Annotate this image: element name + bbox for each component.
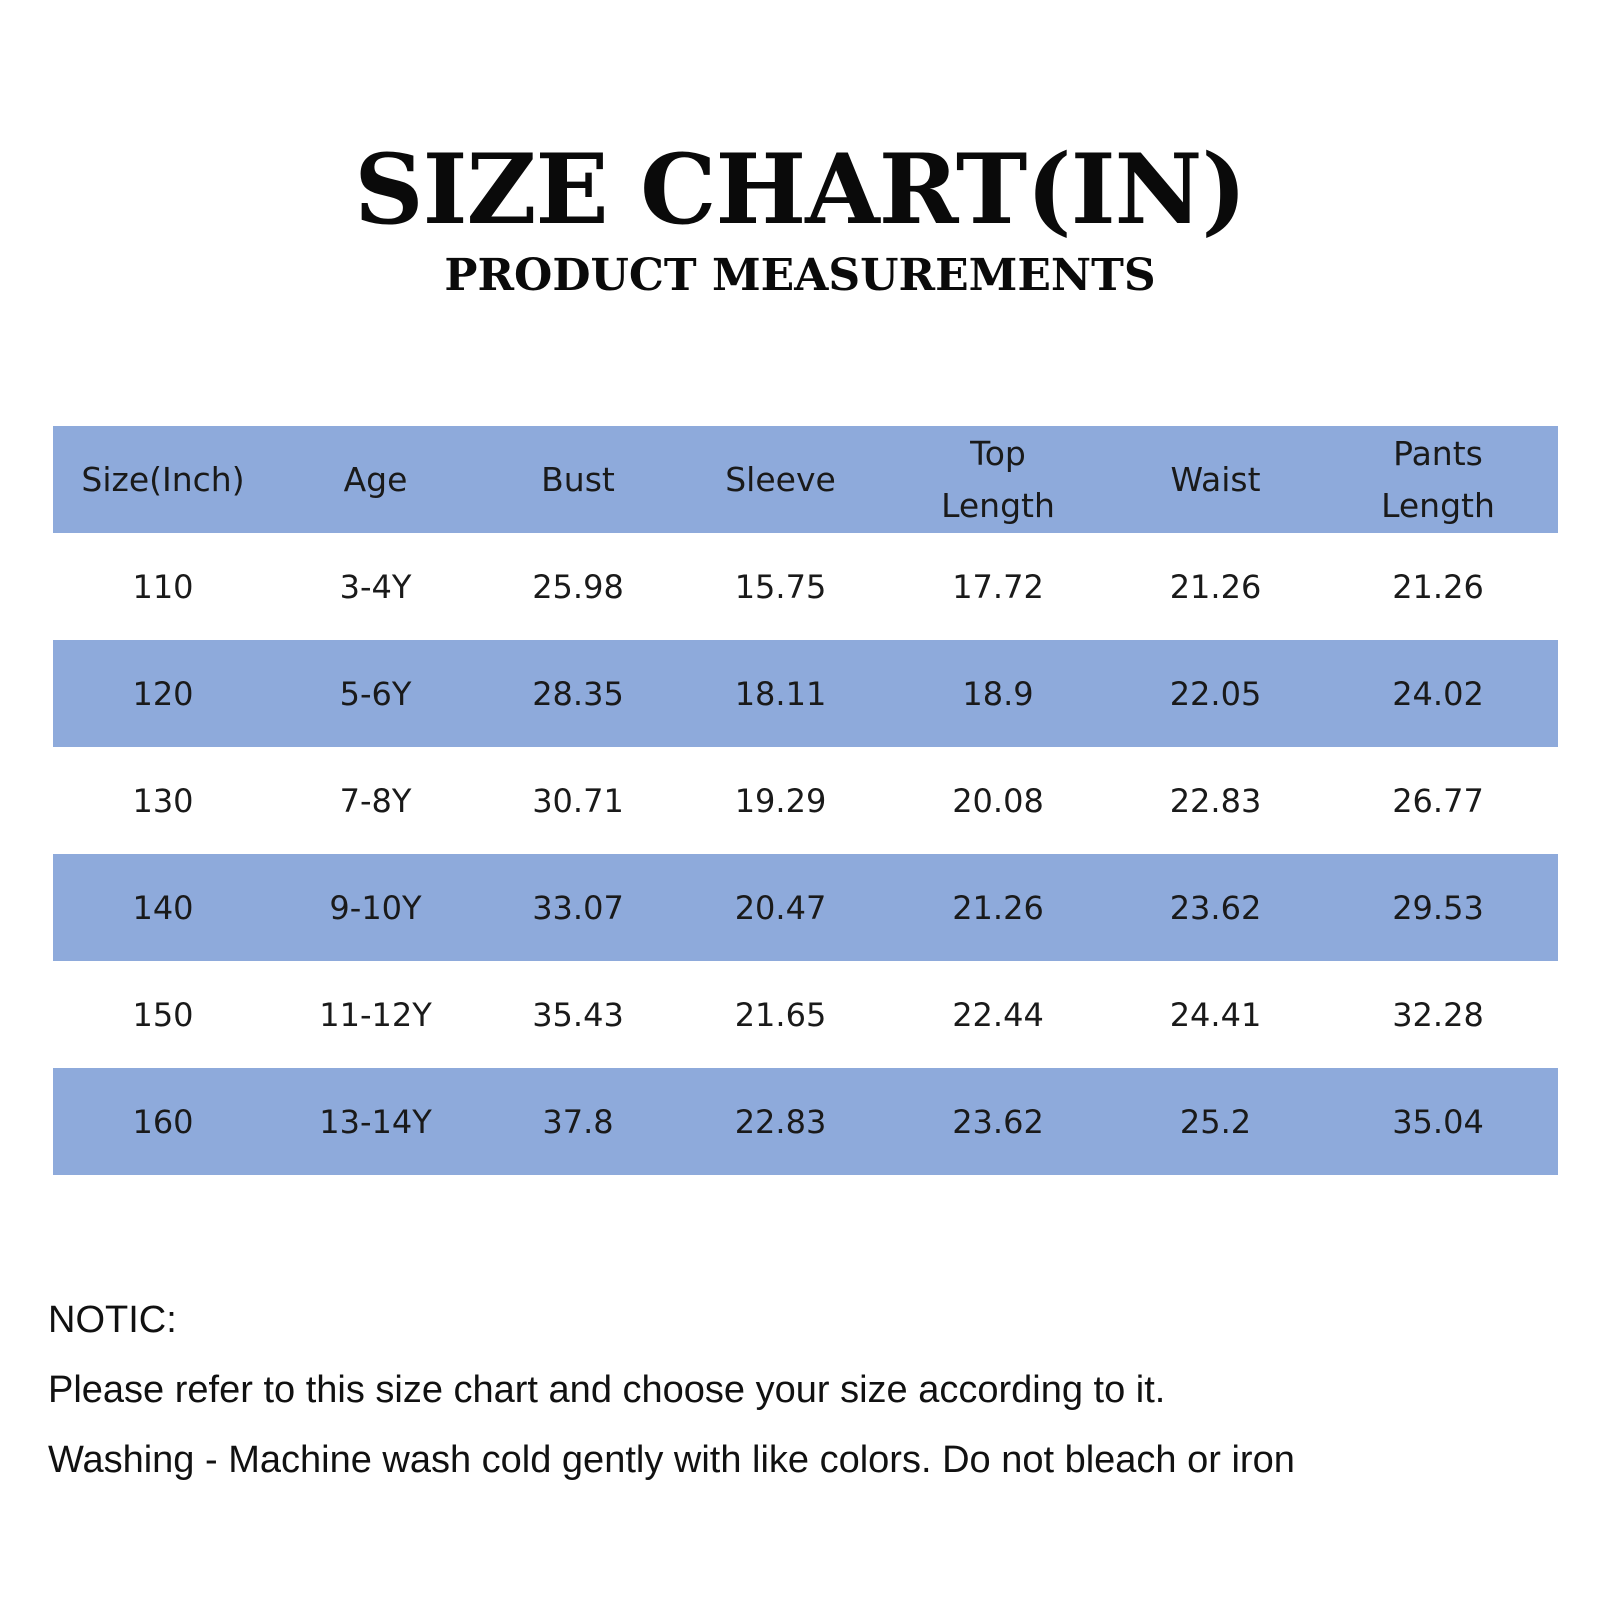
table-cell: 19.29 xyxy=(734,781,827,820)
table-cell: 150 xyxy=(132,995,194,1034)
chart-title: SIZE CHART(IN) xyxy=(354,133,1246,246)
table-cell: 3-4Y xyxy=(339,567,412,606)
table-cell: 22.05 xyxy=(1169,674,1262,713)
table-row xyxy=(53,961,1558,1068)
notes-size-advice: Please refer to this size chart and choose your size according to it. xyxy=(48,1369,1166,1411)
table-cell: 22.44 xyxy=(952,995,1044,1034)
table-row xyxy=(53,533,1558,640)
column-header-waist: Waist xyxy=(1170,459,1261,499)
table-cell: 20.08 xyxy=(952,781,1044,820)
table-cell: 23.62 xyxy=(952,1102,1044,1141)
table-cell: 130 xyxy=(132,781,194,820)
table-row xyxy=(53,854,1558,961)
table-cell: 30.71 xyxy=(532,781,624,820)
table-cell: 21.26 xyxy=(952,888,1044,927)
table-cell: 21.26 xyxy=(1392,567,1484,606)
table-cell: 13-14Y xyxy=(319,1102,432,1141)
table-cell: 11-12Y xyxy=(319,995,432,1034)
table-cell: 18.9 xyxy=(962,674,1034,713)
table-cell: 35.04 xyxy=(1392,1102,1484,1141)
table-cell: 33.07 xyxy=(532,888,624,927)
notes-washing-instructions: Washing - Machine wash cold gently with like colors. Do not bleach or iron xyxy=(48,1439,1295,1481)
table-cell: 24.41 xyxy=(1169,995,1262,1034)
table-cell: 7-8Y xyxy=(339,781,412,820)
size-table xyxy=(53,426,1558,1175)
table-cell: 22.83 xyxy=(1169,781,1262,820)
table-cell: 22.83 xyxy=(734,1102,827,1141)
table-cell: 24.02 xyxy=(1392,674,1484,713)
table-cell: 120 xyxy=(132,674,194,713)
table-cell: 21.26 xyxy=(1169,567,1262,606)
notes-heading: NOTIC: xyxy=(48,1299,177,1341)
table-cell: 160 xyxy=(132,1102,194,1141)
table-cell: 37.8 xyxy=(542,1102,614,1141)
column-header-top-length: Top Length xyxy=(941,433,1055,525)
table-cell: 35.43 xyxy=(532,995,624,1034)
table-row xyxy=(53,1068,1558,1175)
chart-subtitle: PRODUCT MEASUREMENTS xyxy=(444,250,1156,301)
table-cell: 17.72 xyxy=(952,567,1044,606)
column-header-age: Age xyxy=(343,459,408,499)
table-row xyxy=(53,747,1558,854)
table-cell: 110 xyxy=(132,567,194,606)
table-cell: 9-10Y xyxy=(329,888,422,927)
notes-section xyxy=(48,1285,1568,1495)
column-header-pants-length: Pants Length xyxy=(1381,433,1495,525)
table-cell: 140 xyxy=(132,888,194,927)
table-cell: 5-6Y xyxy=(339,674,412,713)
table-header-row xyxy=(53,426,1558,533)
table-cell: 20.47 xyxy=(734,888,827,927)
table-cell: 26.77 xyxy=(1392,781,1484,820)
table-cell: 18.11 xyxy=(734,674,827,713)
table-row xyxy=(53,640,1558,747)
table-cell: 28.35 xyxy=(532,674,624,713)
column-header-sleeve: Sleeve xyxy=(725,459,836,499)
column-header-bust: Bust xyxy=(541,459,615,499)
table-cell: 25.2 xyxy=(1179,1102,1252,1141)
table-cell: 15.75 xyxy=(734,567,827,606)
table-cell: 23.62 xyxy=(1169,888,1262,927)
table-cell: 32.28 xyxy=(1392,995,1484,1034)
column-header-size: Size(Inch) xyxy=(81,459,245,499)
table-cell: 29.53 xyxy=(1392,888,1484,927)
table-cell: 25.98 xyxy=(532,567,624,606)
table-cell: 21.65 xyxy=(734,995,827,1034)
